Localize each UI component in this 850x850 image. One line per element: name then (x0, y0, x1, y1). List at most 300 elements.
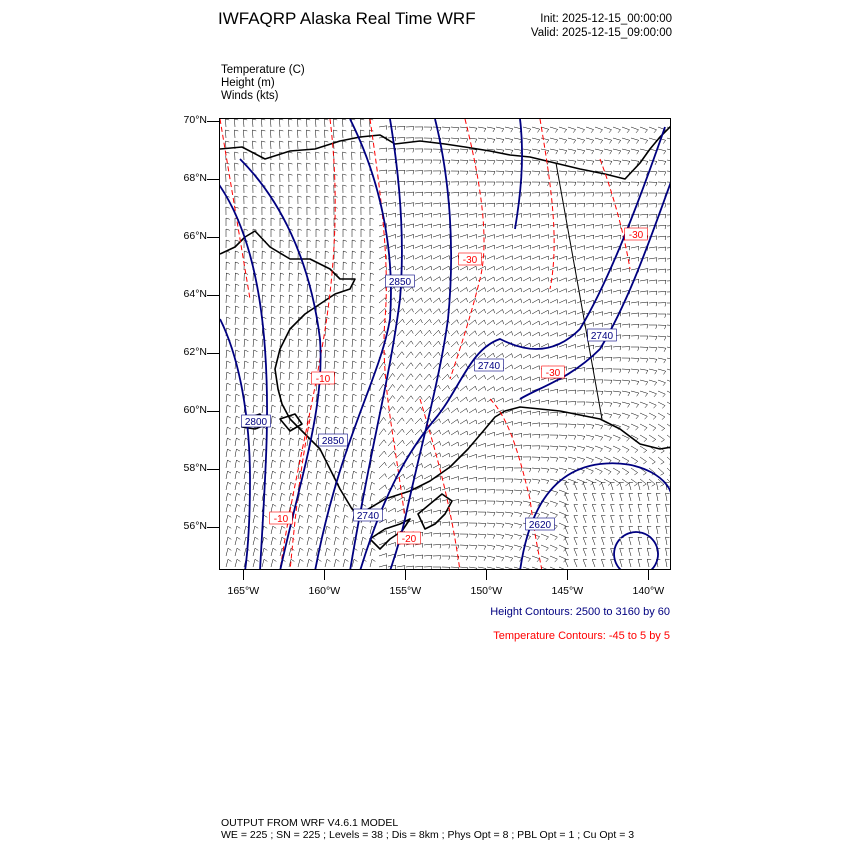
wind-barb (253, 482, 258, 490)
wind-barb (343, 163, 347, 171)
wind-barb (442, 522, 450, 526)
wind-barb (352, 295, 356, 303)
wind-barb (640, 446, 647, 453)
wind-barb (289, 449, 294, 457)
wind-barb (334, 350, 338, 358)
wind-barb (649, 457, 655, 464)
wind-barb (622, 279, 630, 283)
wind-barb (442, 430, 450, 435)
wind-barb (532, 235, 540, 239)
wind-barb (505, 256, 513, 260)
wind-barb (613, 214, 621, 218)
wind-barb (253, 548, 258, 556)
wind-barb (234, 119, 238, 127)
wind-barb (433, 330, 440, 336)
wind-barb (532, 193, 540, 197)
wind-barb (370, 306, 374, 314)
wind-barb (514, 310, 522, 314)
wind-barb (397, 138, 405, 142)
wind-barb (658, 413, 665, 420)
wind-barb (244, 218, 248, 226)
wind-barb (532, 366, 540, 370)
lon-label: 145°W (551, 585, 584, 597)
wind-barb (523, 310, 531, 314)
wind-barb (433, 430, 441, 435)
wind-barb (307, 526, 312, 534)
wind-barb (298, 229, 302, 237)
wind-barb (595, 246, 603, 250)
wind-barb (352, 218, 356, 226)
wind-barb (460, 500, 468, 504)
wind-barb (613, 358, 621, 362)
wind-barb (424, 352, 431, 358)
wind-barb (577, 214, 585, 218)
wind-barb (550, 501, 558, 507)
wind-barb (307, 548, 312, 556)
wind-barb (667, 347, 671, 352)
wind-barb (604, 225, 612, 229)
wind-barb (370, 416, 375, 424)
wind-barb (577, 160, 585, 165)
wind-barb (568, 311, 576, 315)
wind-barb (496, 193, 504, 197)
wind-barb (559, 149, 567, 154)
wind-barb (478, 523, 486, 527)
wind-barb (361, 471, 366, 479)
wind-barb (496, 182, 504, 186)
wind-barb (226, 449, 231, 457)
temperature-contour-legend: Temperature Contours: -45 to 5 by 5 (493, 630, 670, 642)
wind-barb (541, 545, 548, 551)
wind-barb (658, 291, 666, 295)
wind-barb (523, 235, 531, 239)
wind-barb (631, 468, 638, 475)
wind-barb (226, 482, 231, 490)
wind-barb (361, 317, 365, 325)
wind-barb (460, 266, 468, 270)
wind-barb (559, 556, 566, 562)
wind-barb (261, 119, 265, 127)
wind-barb (469, 409, 477, 413)
wind-barb (244, 328, 248, 336)
wind-barb (541, 245, 549, 249)
wind-barb (469, 512, 477, 516)
wind-barb (631, 391, 639, 396)
wind-barb (550, 138, 558, 143)
wind-barb (541, 267, 549, 271)
wind-barb (559, 333, 567, 337)
wind-barb (297, 130, 301, 138)
wind-barb (262, 273, 266, 281)
wind-barb (604, 413, 612, 418)
wind-barb (577, 379, 585, 383)
wind-barb (658, 225, 666, 229)
wind-barb (351, 130, 355, 138)
wind-barb (415, 430, 423, 436)
wind-barb (235, 284, 239, 292)
wind-barb (352, 383, 357, 391)
wind-barb (271, 339, 275, 347)
wind-barb (523, 214, 531, 218)
wind-barb (226, 284, 230, 292)
wind-barb (667, 215, 671, 219)
wind-barb (406, 330, 413, 336)
wind-barb (550, 457, 558, 462)
wind-barb (541, 457, 549, 461)
wind-barb (640, 424, 647, 431)
wind-barb (253, 141, 257, 149)
wind-barb (253, 339, 257, 347)
wind-barb (298, 350, 302, 358)
wind-barb (298, 438, 303, 446)
wind-barb (307, 515, 312, 523)
wind-barb (622, 149, 630, 154)
lat-label: 68°N (183, 171, 207, 184)
wind-barb (523, 149, 531, 154)
wind-barb (253, 449, 258, 457)
wind-barb (451, 309, 459, 314)
wind-barb (460, 138, 468, 143)
wind-barb (262, 559, 267, 567)
wind-barb (315, 119, 319, 127)
wind-barb (647, 504, 651, 512)
wind-barb (478, 512, 486, 516)
wind-barb (415, 149, 423, 153)
wind-barb (595, 446, 603, 452)
wind-barb (424, 235, 432, 239)
wind-barb (523, 490, 531, 495)
wind-barb (496, 490, 504, 494)
wind-barb (298, 449, 303, 457)
wind-barb (550, 567, 557, 570)
wind-barb (370, 207, 374, 215)
wind-barb (631, 127, 639, 133)
wind-barb (611, 504, 615, 512)
wind-barb (586, 300, 594, 304)
wind-barb (253, 196, 257, 204)
wind-barb (505, 376, 513, 380)
wind-barb (325, 229, 329, 237)
wind-barb (532, 434, 540, 438)
wind-barb (532, 490, 540, 495)
wind-barb (307, 339, 311, 347)
wind-barb (406, 407, 413, 413)
wind-barb (316, 295, 320, 303)
wind-barb (361, 185, 365, 193)
wind-barb (577, 127, 585, 133)
wind-barb (550, 149, 558, 154)
wind-barb (532, 214, 540, 218)
wind-barb (541, 534, 549, 540)
wind-barb (568, 182, 576, 186)
wind-barb (451, 442, 459, 446)
wind-barb (379, 485, 387, 490)
wind-barb (496, 523, 504, 528)
wind-barb (656, 526, 660, 534)
wind-barb (289, 251, 293, 259)
wind-barb (226, 262, 230, 270)
wind-barb (316, 526, 321, 534)
wind-barb (649, 193, 657, 197)
wind-barb (604, 435, 612, 441)
wind-barb (352, 339, 356, 347)
wind-barb (469, 545, 477, 549)
wind-barb (379, 330, 386, 336)
wind-barb (469, 466, 477, 470)
wind-barb (647, 559, 651, 567)
wind-barb (288, 119, 292, 127)
height-contour-label: 2800 (244, 417, 268, 428)
wind-barb (415, 245, 423, 249)
lat-label: 70°N (183, 113, 207, 126)
wind-barb (631, 380, 639, 385)
wind-barb (658, 380, 666, 386)
wind-barb (478, 127, 486, 132)
wind-barb (647, 526, 651, 534)
wind-barb (586, 149, 594, 154)
wind-barb (235, 350, 239, 358)
wind-barb (306, 130, 310, 138)
wind-barb (451, 488, 459, 492)
wind-barb (433, 487, 441, 491)
wind-barb (334, 416, 339, 424)
wind-barb (280, 449, 285, 457)
wind-barb (307, 559, 312, 567)
wind-barb (532, 400, 540, 404)
wind-barb (406, 234, 414, 238)
wind-barb (622, 324, 630, 328)
wind-barb (235, 449, 240, 457)
lat-label: 62°N (183, 345, 207, 358)
wind-barb (469, 277, 477, 281)
wind-barb (496, 299, 504, 303)
wind-barb (487, 309, 495, 314)
wind-barb (352, 482, 357, 490)
wind-barb (460, 171, 468, 175)
border-line (556, 163, 602, 419)
wind-barb (532, 567, 540, 570)
wind-barb (505, 545, 513, 550)
wind-barb (496, 398, 504, 402)
wind-barb (235, 438, 240, 446)
wind-barb (649, 280, 657, 284)
wind-barb (397, 352, 404, 358)
wind-barb (487, 320, 495, 325)
wind-barb (649, 314, 657, 318)
wind-barb (550, 310, 558, 314)
wind-barb (307, 350, 311, 358)
wind-barb (550, 512, 558, 518)
wind-barb (307, 207, 311, 215)
wind-barb (667, 258, 671, 262)
wind-barb (622, 160, 630, 165)
wind-barb (280, 240, 284, 248)
wind-barb (496, 160, 504, 165)
wind-barb (253, 295, 257, 303)
wind-barb (397, 407, 404, 413)
wind-barb (271, 372, 276, 380)
wind-barb (586, 235, 594, 239)
wind-barb (523, 245, 531, 249)
wind-barb (505, 456, 513, 460)
wind-barb (262, 141, 266, 149)
wind-barb (514, 490, 522, 495)
wind-barb (280, 427, 285, 435)
lat-tick (207, 295, 219, 296)
wind-barb (523, 377, 531, 381)
wind-barb (523, 422, 531, 426)
wind-barb (523, 193, 531, 197)
map-canvas (220, 119, 671, 570)
wind-barb (649, 413, 656, 419)
wind-barb (352, 471, 357, 479)
wind-barb (460, 534, 468, 538)
wind-barb (460, 192, 468, 196)
wind-barb (388, 384, 395, 391)
wind-barb (235, 416, 240, 424)
wind-barb (640, 214, 648, 218)
wind-barb (406, 224, 414, 228)
wind-barb (541, 556, 548, 562)
wind-barb (595, 368, 603, 372)
wind-barb (658, 457, 664, 464)
wind-barb (316, 174, 320, 182)
wind-barb (280, 295, 284, 303)
wind-barb (613, 225, 621, 229)
wind-barb (532, 160, 540, 165)
wind-barb (271, 460, 276, 468)
lon-label: 160°W (308, 585, 341, 597)
wind-barb (649, 171, 657, 176)
wind-barb (523, 138, 531, 143)
wind-barb (397, 330, 404, 336)
wind-barb (487, 203, 495, 207)
wind-barb (379, 148, 387, 152)
wind-barb (298, 361, 303, 369)
wind-barb (640, 369, 648, 374)
wind-barb (667, 204, 671, 208)
wind-barb (667, 236, 671, 240)
wind-barb (496, 342, 504, 347)
wind-barb (478, 567, 486, 570)
wind-barb (541, 435, 549, 439)
wind-barb (640, 204, 648, 208)
wind-barb (325, 317, 329, 325)
wind-barb (244, 361, 249, 369)
wind-barb (469, 235, 477, 239)
wind-barb (469, 266, 477, 270)
wind-barb (289, 317, 293, 325)
wind-barb (235, 383, 240, 391)
wind-barb (622, 335, 630, 339)
wind-barb (352, 306, 356, 314)
wind-barb (361, 273, 365, 281)
wind-barb (343, 372, 348, 380)
lat-tick (207, 179, 219, 180)
wind-barb (415, 319, 422, 325)
wind-barb (532, 277, 540, 281)
wind-barb (622, 358, 630, 362)
wind-barb (361, 416, 366, 424)
wind-barb (568, 457, 576, 462)
wind-barb (306, 119, 310, 127)
wind-barb (577, 246, 585, 250)
wind-barb (253, 537, 258, 545)
wind-barb (514, 256, 522, 260)
wind-barb (325, 394, 330, 402)
wind-barb (226, 559, 231, 567)
wind-barb (379, 159, 387, 163)
wind-barb (451, 375, 459, 381)
wind-barb (532, 411, 540, 415)
wind-barb (343, 471, 348, 479)
wind-barb (253, 383, 258, 391)
wind-barb (370, 141, 374, 149)
wind-barb (532, 245, 540, 249)
wind-barb (487, 490, 495, 494)
wind-barb (316, 471, 321, 479)
wind-barb (595, 149, 603, 154)
wind-barb (583, 504, 587, 512)
wind-barb (226, 394, 231, 402)
wind-barb (253, 185, 257, 193)
wind-barb (523, 501, 531, 506)
wind-barb (334, 515, 339, 523)
wind-barb (667, 336, 671, 341)
wind-barb (271, 383, 276, 391)
wind-barb (541, 389, 549, 393)
wind-barb (280, 273, 284, 281)
wind-barb (271, 526, 276, 534)
wind-barb (253, 163, 257, 171)
wind-barb (298, 537, 303, 545)
wind-barb (523, 468, 531, 472)
lon-tick (648, 570, 649, 580)
wind-barb (343, 537, 348, 545)
wind-barb (397, 159, 405, 163)
wind-barb (505, 127, 513, 132)
wind-barb (334, 460, 339, 468)
wind-barb (667, 380, 671, 386)
wind-barb (379, 181, 387, 185)
wind-barb (640, 302, 648, 306)
wind-barb (460, 567, 468, 570)
wind-barb (262, 163, 266, 171)
wind-barb (316, 251, 320, 259)
wind-barb (487, 245, 495, 249)
init-time: Init: 2025-12-15_00:00:00 (540, 13, 672, 25)
wind-barb (433, 352, 440, 358)
wind-barb (487, 266, 495, 270)
wind-barb (289, 295, 293, 303)
wind-barb (487, 387, 495, 391)
wind-barb (649, 127, 657, 133)
wind-barb (541, 182, 549, 186)
wind-barb (415, 407, 422, 413)
wind-barb (541, 446, 549, 450)
wind-barb (316, 229, 320, 237)
wind-barb (532, 355, 540, 359)
wind-barb (406, 441, 414, 447)
wind-barb (487, 545, 495, 550)
wind-barb (541, 235, 549, 239)
wind-barb (487, 444, 495, 448)
temperature-contour (490, 399, 542, 570)
wind-barb (559, 311, 567, 315)
wind-barb (361, 229, 365, 237)
wind-barb (307, 471, 312, 479)
wind-barb (244, 449, 249, 457)
